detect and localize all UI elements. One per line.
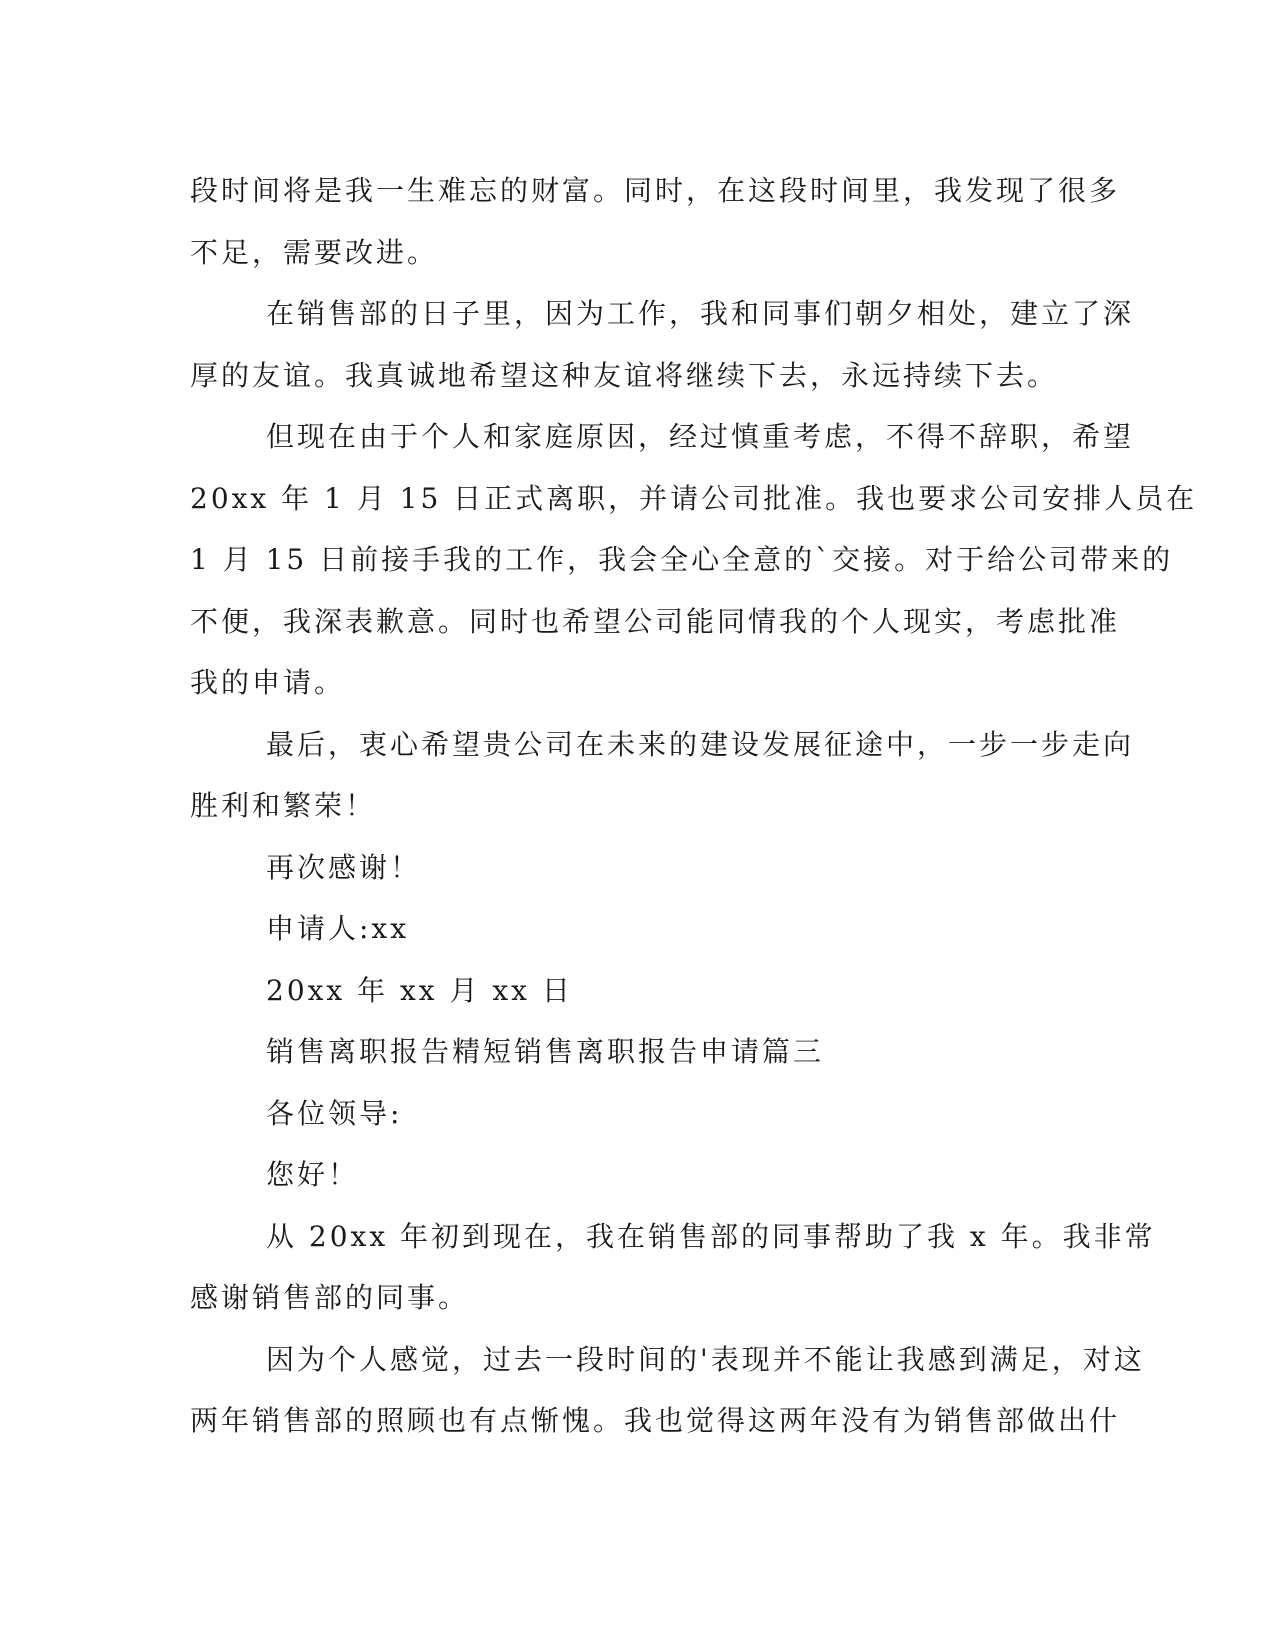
paragraph	[190, 1144, 1080, 1206]
text-line: 20xx 年 1 月 15 日正式离职，并请公司批准。我也要求公司安排人员在	[190, 481, 1198, 515]
text-line: 申请人:xx	[266, 912, 410, 945]
paragraph	[190, 898, 1080, 960]
text-line: 在销售部的日子里，因为工作，我和同事们朝夕相处，建立了深	[266, 297, 1135, 330]
text-line: 厚的友谊。我真诚地希望这种友谊将继续下去，永远持续下去。	[190, 358, 1059, 392]
text-line: 不便，我深表歉意。同时也希望公司能同情我的个人现实，考虑批准	[190, 604, 1121, 638]
document-body	[190, 160, 1198, 1452]
paragraph	[190, 160, 1121, 283]
text-line: 1 月 15 日前接手我的工作，我会全心全意的`交接。对于给公司带来的	[190, 543, 1174, 576]
text-line: 再次感谢！	[266, 850, 422, 884]
paragraph	[190, 1206, 1156, 1329]
text-line: 两年销售部的照顾也有点惭愧。我也觉得这两年没有为销售部做出什	[190, 1404, 1121, 1437]
paragraph	[190, 406, 1198, 714]
text-line: 段时间将是我一生难忘的财富。同时，在这段时间里，我发现了很多	[190, 174, 1121, 207]
text-line: 20xx 年 xx 月 xx 日	[266, 973, 573, 1007]
text-line: 感谢销售部的同事。	[190, 1281, 470, 1314]
text-line: 胜利和繁荣！	[190, 789, 377, 822]
text-line: 您好！	[266, 1158, 360, 1191]
paragraph	[190, 283, 1135, 406]
text-line: 销售离职报告精短销售离职报告申请篇三	[266, 1035, 825, 1068]
text-line: 因为个人感觉，过去一段时间的'表现并不能让我感到满足，对这	[266, 1342, 1145, 1376]
paragraph	[190, 960, 1080, 1022]
text-line: 我的申请。	[190, 666, 346, 699]
text-line: 不足，需要改进。	[190, 235, 439, 269]
paragraph	[190, 1083, 1080, 1145]
paragraph	[190, 1329, 1145, 1452]
paragraph	[190, 714, 1135, 837]
paragraph	[190, 837, 1080, 899]
text-line: 但现在由于个人和家庭原因，经过慎重考虑，不得不辞职，希望	[266, 420, 1135, 453]
text-line: 最后，衷心希望贵公司在未来的建设发展征途中，一步一步走向	[266, 727, 1135, 761]
text-line: 从 20xx 年初到现在，我在销售部的同事帮助了我 x 年。我非常	[266, 1219, 1156, 1253]
paragraph	[190, 1021, 1080, 1083]
text-line: 各位领导:	[266, 1096, 403, 1130]
